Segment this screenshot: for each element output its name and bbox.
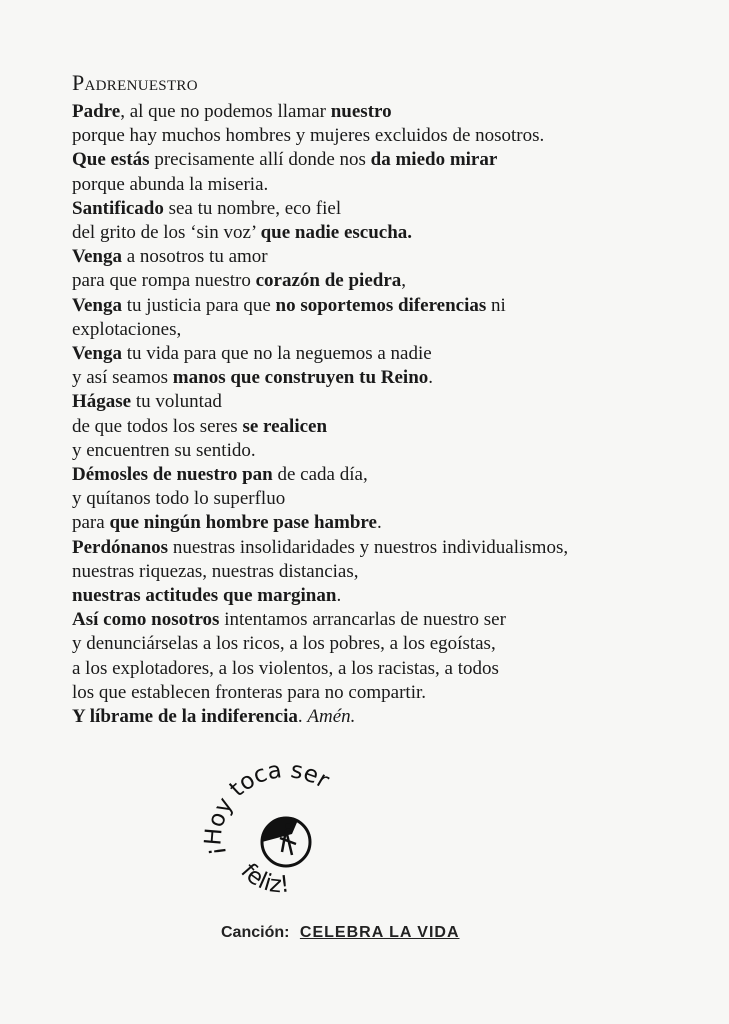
line-text: y denunciárselas a los ricos, a los pobres, a los egoístas, xyxy=(72,633,496,655)
line-text: precisamente allí donde nos xyxy=(149,149,371,171)
prayer-line xyxy=(72,487,632,511)
emphasis-text: Perdónanos xyxy=(72,536,169,558)
emphasis-text: Que estás xyxy=(72,149,150,171)
prayer-line xyxy=(72,197,632,221)
emphasis-text: Hágase xyxy=(72,391,132,413)
line-text: y quítanos todo lo superfluo xyxy=(72,488,286,510)
emphasis-text: da miedo mirar xyxy=(370,149,498,171)
prayer-line xyxy=(72,148,632,172)
line-text: y así seamos xyxy=(72,367,173,389)
logo-arc-text-bottom: feliz! xyxy=(235,858,291,899)
emphasis-text: se realicen xyxy=(242,415,328,437)
line-text: nuestras insolidaridades y nuestros individualismos, xyxy=(168,536,569,558)
song-reference xyxy=(221,924,460,942)
line-text: porque abunda la miseria. xyxy=(72,173,269,195)
emphasis-text: que ningún hombre pase hambre xyxy=(109,512,377,534)
prayer-line xyxy=(72,439,632,463)
emphasis-text: nuestro xyxy=(330,101,392,122)
line-text: ni xyxy=(486,294,506,316)
song-label: Canción: xyxy=(221,924,290,941)
prayer-line xyxy=(72,511,632,535)
line-text: . xyxy=(336,585,342,607)
prayer-line xyxy=(72,342,632,366)
line-text: intentamos arrancarlas de nuestro ser xyxy=(219,609,506,631)
line-text: a nosotros tu amor xyxy=(121,246,268,268)
line-text: los que establecen fronteras para no compartir. xyxy=(72,681,426,703)
prayer-text xyxy=(72,100,632,729)
emphasis-text: Así como nosotros xyxy=(72,609,220,631)
line-text: tu justicia para que xyxy=(121,294,276,316)
line-text: de que todos los seres xyxy=(72,415,243,437)
prayer-line xyxy=(72,632,632,656)
prayer-line xyxy=(72,415,632,439)
line-text: tu voluntad xyxy=(131,391,222,413)
line-text: . xyxy=(428,367,434,389)
hoy-toca-ser-feliz-logo xyxy=(200,760,370,910)
emphasis-text: Venga xyxy=(72,246,122,268)
emphasis-text: Venga xyxy=(72,294,122,316)
prayer-line xyxy=(72,657,632,681)
page-title-text: Padrenuestro xyxy=(72,70,198,95)
emphasis-text: Démosles de nuestro pan xyxy=(72,464,273,486)
italic-text: Amén. xyxy=(307,706,356,728)
prayer-line xyxy=(72,245,632,269)
prayer-line xyxy=(72,366,632,390)
emphasis-text: no soportemos diferencias xyxy=(275,294,487,316)
line-text: explotaciones, xyxy=(72,318,182,340)
prayer-line xyxy=(72,390,632,414)
emphasis-text: Venga xyxy=(72,343,122,365)
line-text: para que rompa nuestro xyxy=(72,270,256,292)
prayer-line xyxy=(72,124,632,148)
prayer-line xyxy=(72,705,632,729)
line-text: . xyxy=(376,512,382,534)
line-text: nuestras riquezas, nuestras distancias, xyxy=(72,560,359,582)
line-text: . xyxy=(297,706,308,728)
prayer-line xyxy=(72,269,632,293)
logo-arc-text-top: ¡Hoy toca ser xyxy=(200,760,334,858)
emphasis-text: corazón de piedra xyxy=(255,270,402,292)
prayer-line xyxy=(72,463,632,487)
line-text: porque hay muchos hombres y mujeres excluidos de nosotros. xyxy=(72,125,545,147)
emphasis-text: Santificado xyxy=(72,197,164,219)
prayer-line xyxy=(72,100,632,124)
logo-figure-icon xyxy=(262,817,310,866)
prayer-line xyxy=(72,560,632,584)
prayer-line xyxy=(72,173,632,197)
prayer-line xyxy=(72,294,632,318)
line-text: , al que no podemos llamar xyxy=(120,101,331,122)
emphasis-text: manos que construyen tu Reino xyxy=(172,367,429,389)
line-text: del grito de los ‘sin voz’ xyxy=(72,222,261,244)
prayer-line xyxy=(72,608,632,632)
prayer-line xyxy=(72,681,632,705)
emphasis-text: nuestras actitudes que marginan xyxy=(72,585,337,607)
prayer-line xyxy=(72,318,632,342)
line-text: sea tu nombre, eco fiel xyxy=(163,197,342,219)
line-text: de cada día, xyxy=(272,464,368,486)
page-title xyxy=(72,70,198,96)
emphasis-text: Y líbrame de la indiferencia xyxy=(72,706,298,728)
prayer-line xyxy=(72,536,632,560)
line-text: tu vida para que no la neguemos a nadie xyxy=(121,343,432,365)
line-text: , xyxy=(401,270,407,292)
prayer-line xyxy=(72,221,632,245)
prayer-line xyxy=(72,584,632,608)
line-text: para xyxy=(72,512,110,534)
emphasis-text: Padre xyxy=(72,101,121,122)
line-text: a los explotadores, a los violentos, a los racistas, a todos xyxy=(72,657,499,679)
line-text: y encuentren su sentido. xyxy=(72,439,256,461)
song-title: CELEBRA LA VIDA xyxy=(299,924,460,941)
emphasis-text: que nadie escucha. xyxy=(260,222,413,244)
